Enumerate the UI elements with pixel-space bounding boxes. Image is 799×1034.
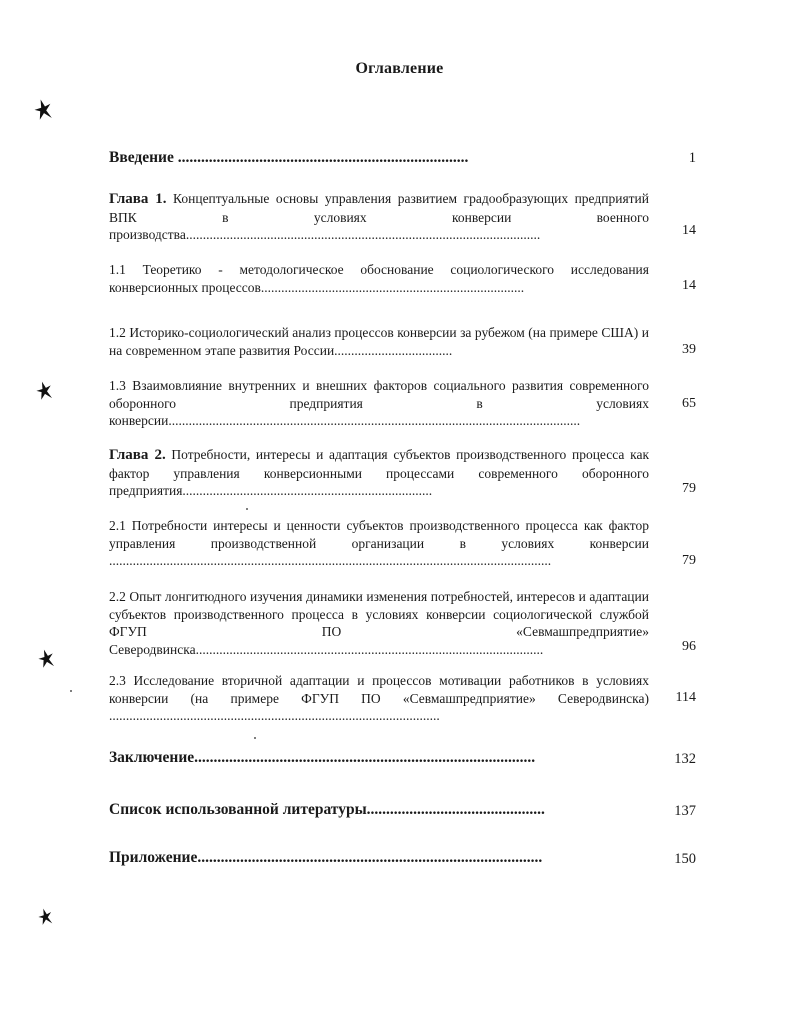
scan-smudge-icon bbox=[35, 904, 57, 930]
scan-speck bbox=[70, 690, 72, 692]
toc-page-number: 14 bbox=[682, 278, 696, 293]
toc-entry-section-1-1 bbox=[109, 261, 649, 296]
toc-entry-text: Заключение........................................................................................ bbox=[109, 749, 536, 766]
toc-entry-lead: Глава 2. bbox=[109, 447, 166, 463]
toc-entry-appendix bbox=[109, 848, 649, 868]
toc-page-number: 14 bbox=[682, 223, 696, 238]
toc-entry-section-2-3 bbox=[109, 672, 649, 725]
toc-entry-text: 2.2 Опыт лонгитюдного изучения динамики изменения потребностей, интересов и адаптации субъектов производственного процесса в условиях конверсии социологической службой ФГУП ПО «Севмашпредприятие» Северодвинска....................................................................................................... bbox=[109, 589, 649, 657]
toc-entry-section-1-2 bbox=[109, 324, 649, 359]
toc-title: Оглавление bbox=[355, 60, 444, 77]
scan-smudge-icon bbox=[33, 378, 57, 404]
toc-entry-section-1-3 bbox=[109, 377, 649, 430]
scan-speck bbox=[246, 508, 248, 510]
scan-smudge-icon bbox=[31, 95, 57, 124]
toc-page-number: 137 bbox=[674, 803, 696, 819]
toc-entry-text: 1.3 Взаимовлияние внутренних и внешних факторов социального развития современного оборонного предприятия в условиях конверсии.......................................................................................................................... bbox=[109, 378, 649, 428]
scan-smudge-icon bbox=[35, 646, 59, 672]
toc-entry-chapter-1 bbox=[109, 190, 649, 244]
toc-page-number: 132 bbox=[674, 751, 696, 767]
toc-page-number: 79 bbox=[682, 553, 696, 568]
toc-entry-chapter-2 bbox=[109, 446, 649, 500]
toc-entry-text: Введение ........................................................................... bbox=[109, 149, 469, 166]
toc-page-number: 96 bbox=[682, 639, 696, 654]
toc-entry-text: 2.3 Исследование вторичной адаптации и процессов мотивации работников в условиях конверсии (на примере ФГУП ПО «Севмашпредприятие» Северодвинска) .................................................................................................. bbox=[109, 673, 649, 723]
toc-entry-introduction bbox=[109, 148, 649, 168]
toc-entry-text: 1.1 Теоретико - методологическое обоснование социологического исследования конверсионных процессов.............................................................................. bbox=[109, 262, 649, 295]
toc-page-number: 114 bbox=[675, 690, 696, 705]
toc-entry-section-2-2 bbox=[109, 588, 649, 658]
toc-entry-lead: Глава 1. bbox=[109, 191, 167, 207]
toc-page-number: 39 bbox=[682, 342, 696, 357]
toc-entry-text: Потребности, интересы и адаптация субъектов производственного процесса как фактор управления конверсионными процессами современного оборонного предприятия.......................................................................... bbox=[109, 447, 649, 498]
toc-page-number: 1 bbox=[688, 150, 696, 166]
toc-entry-text: Приложение......................................................................................... bbox=[109, 849, 543, 866]
toc-page-number: 79 bbox=[682, 481, 696, 496]
toc-entry-text: 1.2 Историко-социологический анализ процессов конверсии за рубежом (на примере США) и на современном этапе развития России................................... bbox=[109, 325, 649, 358]
scan-speck bbox=[254, 737, 256, 739]
toc-entry-bibliography bbox=[109, 800, 649, 820]
toc-entry-text: Концептуальные основы управления развитием градообразующих предприятий ВПК в условиях конверсии военного производства......................................................................................................... bbox=[109, 191, 649, 242]
toc-page-number: 65 bbox=[682, 396, 696, 411]
toc-entry-text: Список использованной литературы.............................................. bbox=[109, 801, 545, 818]
toc-entry-conclusion bbox=[109, 748, 649, 768]
toc-page-number: 150 bbox=[674, 851, 696, 867]
toc-entry-section-2-1 bbox=[109, 517, 649, 570]
toc-entry-text: 2.1 Потребности интересы и ценности субъектов производственного процесса как фактор управления производственной организации в условиях конверсии ................................................................................................................................... bbox=[109, 518, 649, 568]
